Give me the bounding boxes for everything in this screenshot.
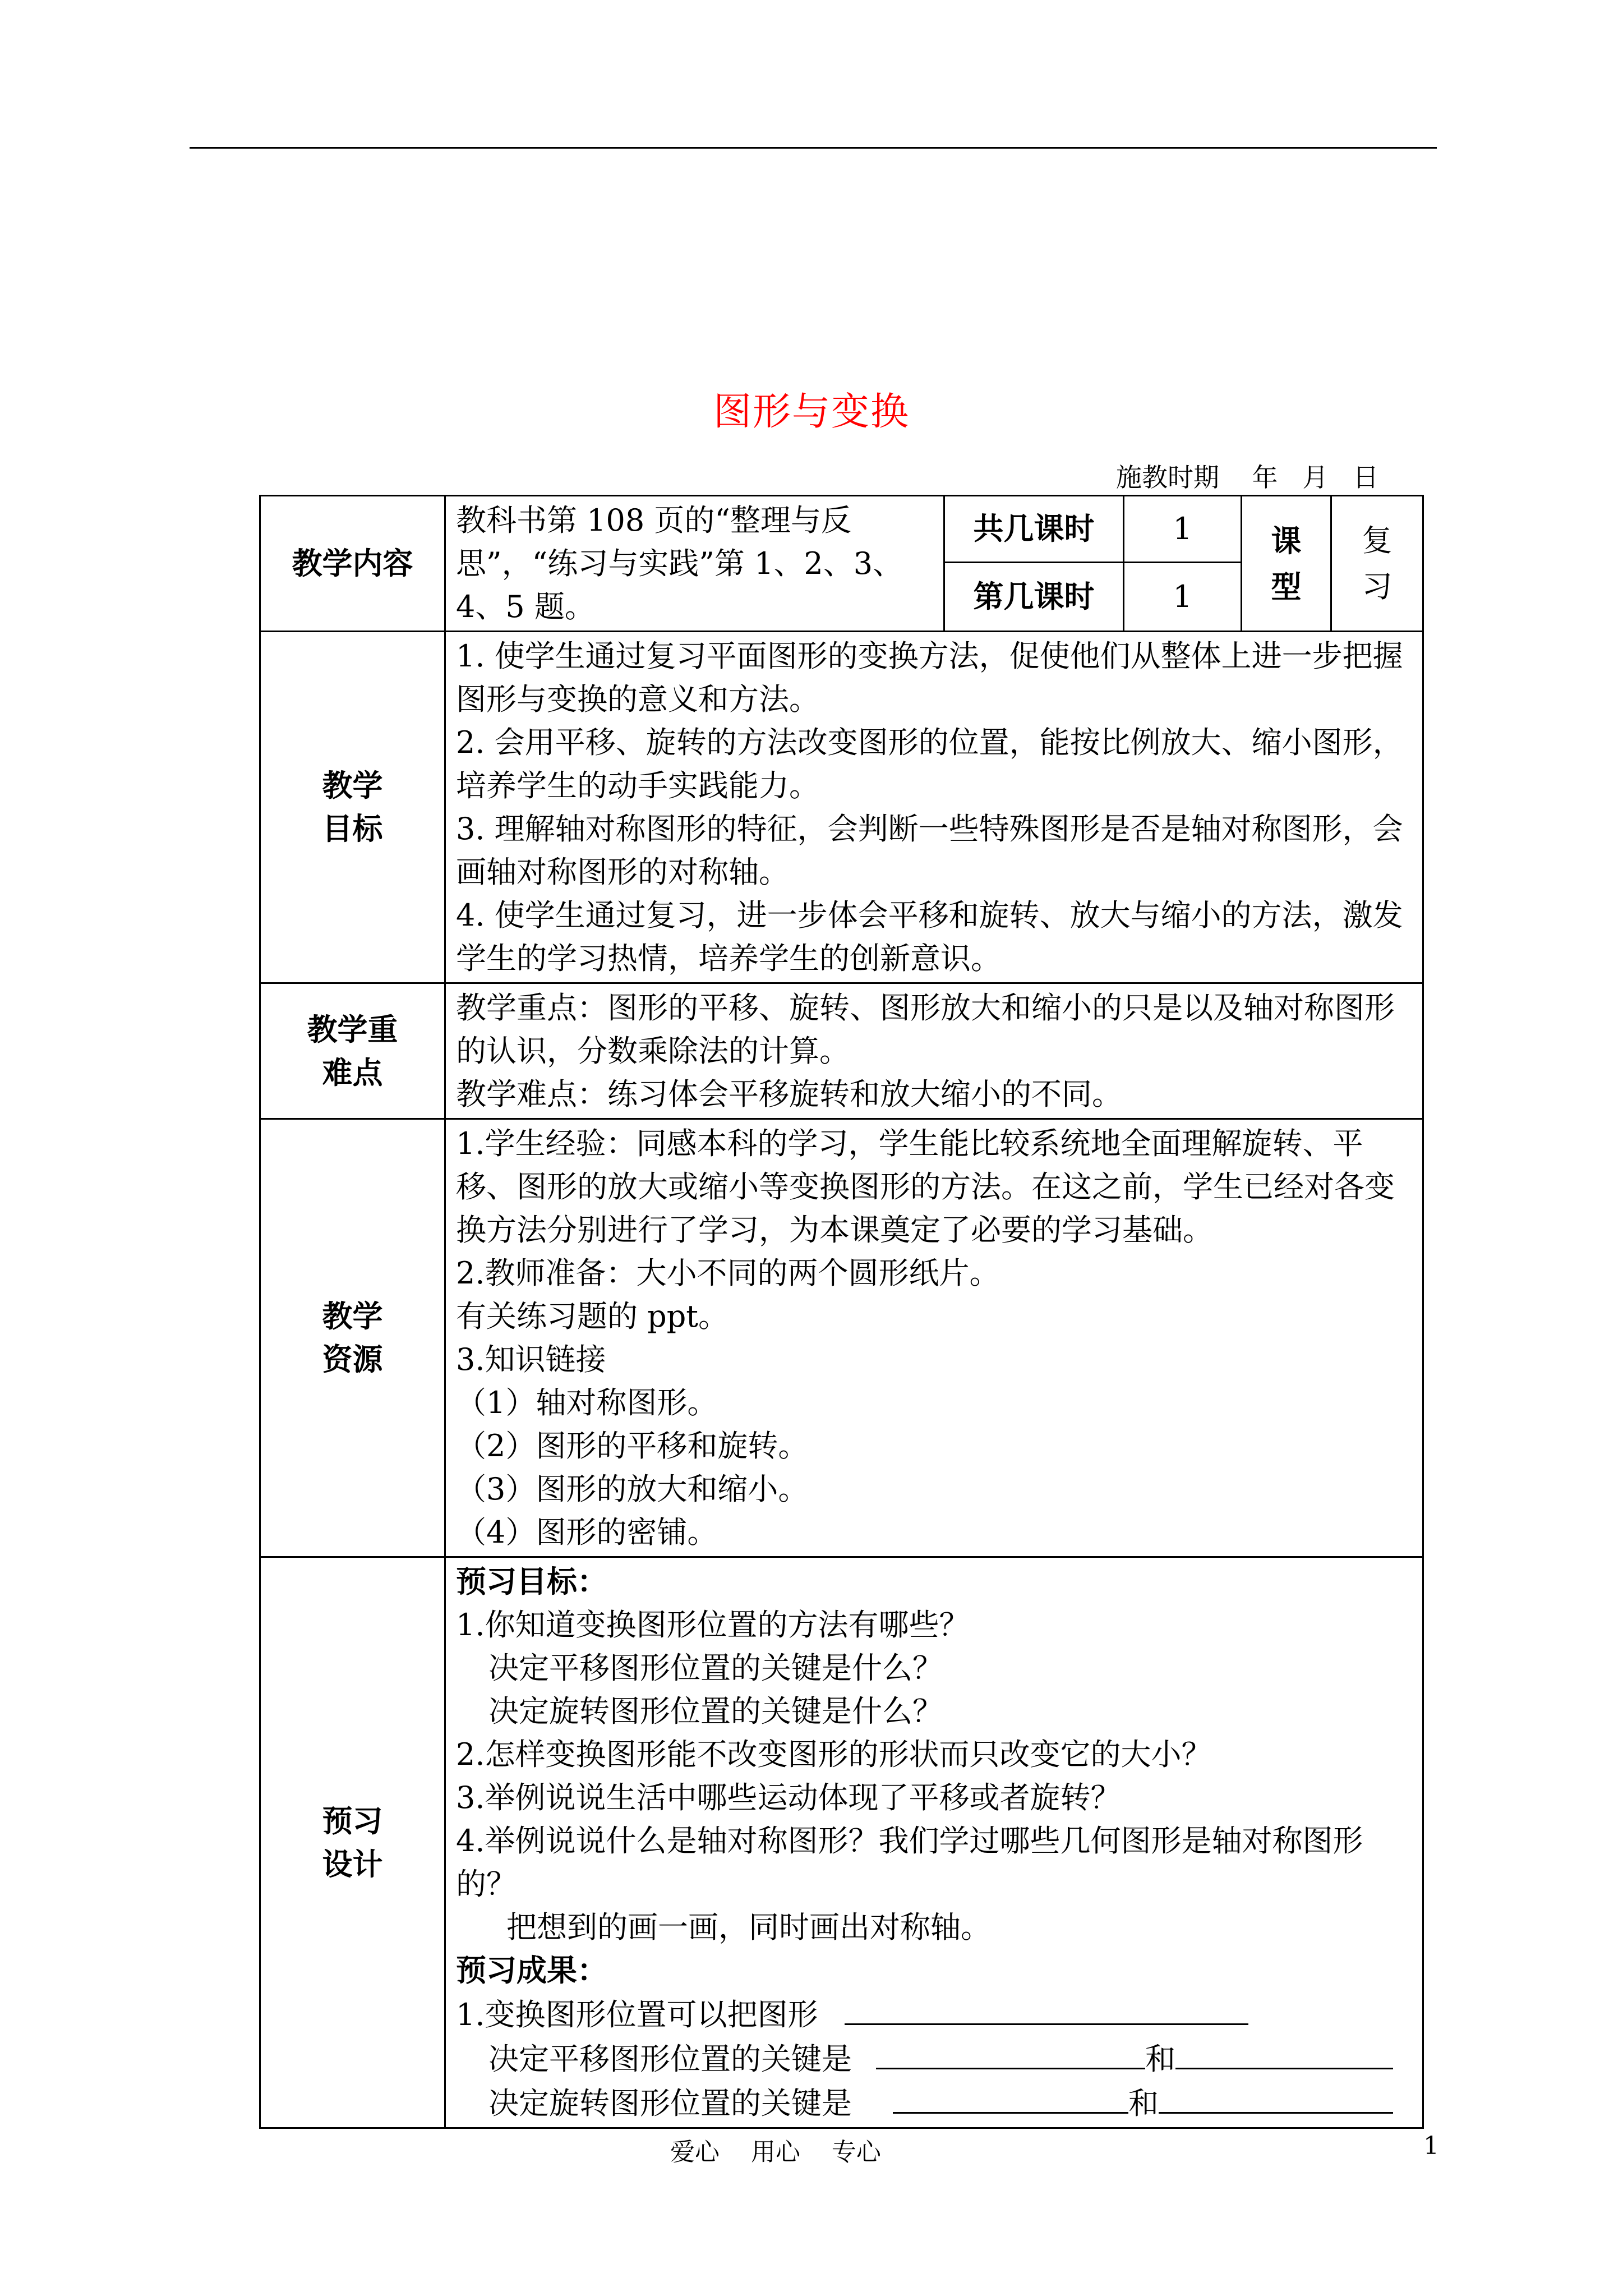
preview-label-text: 预习设计 (322, 1802, 383, 1882)
lesson-plan-table (259, 495, 1424, 2129)
lesson-type-label-text: 课型 (1271, 522, 1302, 605)
teaching-period: 施教时期 年 月 日 (1116, 462, 1379, 493)
answer-blank[interactable] (893, 2081, 1128, 2114)
result-line (456, 2036, 1412, 2081)
preview-question: 决定平移图形位置的关键是什么？ (488, 1650, 943, 1686)
answer-blank[interactable] (845, 1992, 1248, 2025)
result-text: 决定旋转图形位置的关键是 (488, 2086, 852, 2121)
result-line (456, 1992, 1412, 2036)
resources-row (260, 1119, 1423, 1557)
goals-label-text: 教学目标 (322, 767, 383, 846)
answer-blank[interactable] (1175, 2036, 1393, 2069)
preview-result-heading: 预习成果： (456, 1952, 607, 1988)
total-hours-value: 1 (1124, 496, 1242, 563)
preview-content (445, 1557, 1423, 2128)
key-points-label-text: 教学重难点 (307, 1011, 398, 1091)
preview-row (260, 1557, 1423, 2128)
page-number: 1 (1423, 2132, 1439, 2160)
current-hour-value: 1 (1124, 562, 1242, 631)
key-point-item: 教学重点：图形的平移、旋转、图形放大和缩小的只是以及轴对称图形的认识，分数乘除法的计算。 (456, 990, 1395, 1069)
goal-item: 4. 使学生通过复习，进一步体会平移和旋转、放大与缩小的方法，激发学生的学习热情，培养学生的创新意识。 (456, 898, 1403, 976)
lesson-type-value (1331, 496, 1423, 632)
resource-item: （4）图形的密铺。 (456, 1515, 718, 1550)
resources-label-text: 教学资源 (322, 1298, 383, 1377)
content-row (260, 496, 1423, 563)
resources-content (445, 1119, 1423, 1557)
goals-row (260, 632, 1423, 983)
document-title: 图形与变换 (713, 390, 910, 434)
footer-motto: 爱心 用心 专心 (670, 2138, 881, 2166)
key-points-label (260, 983, 445, 1119)
resource-item: （2）图形的平移和旋转。 (456, 1428, 809, 1464)
goals-label (260, 632, 445, 983)
resource-item: 1.学生经验：同感本科的学习，学生能比较系统地全面理解旋转、平移、图形的放大或缩小等变换图形的方法。在这之前，学生已经对各变换方法分别进行了学习，为本课奠定了必要的学习基础。 (456, 1126, 1395, 1248)
preview-question: 决定旋转图形位置的关键是什么？ (488, 1694, 943, 1729)
preview-question: 2.怎样变换图形能不改变图形的形状而只改变它的大小？ (456, 1737, 1212, 1772)
content-text: 教科书第 108 页的“整理与反思”，“练习与实践”第 1、2、3、4、5 题。 (445, 496, 944, 632)
and-word: 和 (1128, 2086, 1159, 2121)
goals-content (445, 632, 1423, 983)
preview-question: 3.举例说说生活中哪些运动体现了平移或者旋转？ (456, 1780, 1121, 1815)
goal-item: 2. 会用平移、旋转的方法改变图形的位置，能按比例放大、缩小图形，培养学生的动手实践能力。 (456, 725, 1403, 803)
total-hours-label: 共几课时 (944, 496, 1124, 563)
preview-question: 1.你知道变换图形位置的方法有哪些？ (456, 1607, 970, 1642)
resources-label (260, 1119, 445, 1557)
current-hour-label: 第几课时 (944, 562, 1124, 631)
and-word: 和 (1145, 2041, 1176, 2077)
answer-blank[interactable] (876, 2036, 1145, 2069)
preview-label (260, 1557, 445, 2128)
content-label: 教学内容 (260, 496, 445, 632)
key-points-content (445, 983, 1423, 1119)
preview-question: 4.举例说说什么是轴对称图形？我们学过哪些几何图形是轴对称图形的？ (456, 1823, 1363, 1902)
goal-item: 1. 使学生通过复习平面图形的变换方法，促使他们从整体上进一步把握图形与变换的意义和方法。 (456, 638, 1403, 717)
resource-item: （1）轴对称图形。 (456, 1385, 718, 1420)
resource-item: （3）图形的放大和缩小。 (456, 1471, 809, 1507)
preview-goal-heading: 预习目标： (456, 1563, 607, 1599)
header-rule (190, 147, 1437, 149)
result-line (456, 2081, 1412, 2125)
answer-blank[interactable] (1159, 2081, 1393, 2114)
preview-question: 把想到的画一画，同时画出对称轴。 (506, 1910, 991, 1945)
result-text: 决定平移图形位置的关键是 (488, 2041, 852, 2077)
goal-item: 3. 理解轴对称图形的特征，会判断一些特殊图形是否是轴对称图形，会画轴对称图形的对称轴。 (456, 811, 1403, 890)
resource-item: 有关练习题的 ppt。 (456, 1299, 728, 1334)
result-text: 1.变换图形位置可以把图形 (456, 1997, 818, 2032)
resource-item: 3.知识链接 (456, 1342, 606, 1377)
key-points-row (260, 983, 1423, 1119)
key-point-item: 教学难点：练习体会平移旋转和放大缩小的不同。 (456, 1076, 1122, 1112)
resource-item: 2.教师准备：大小不同的两个圆形纸片。 (456, 1255, 1000, 1291)
lesson-type-value-text: 复习 (1362, 522, 1393, 604)
lesson-type-label (1242, 496, 1331, 632)
